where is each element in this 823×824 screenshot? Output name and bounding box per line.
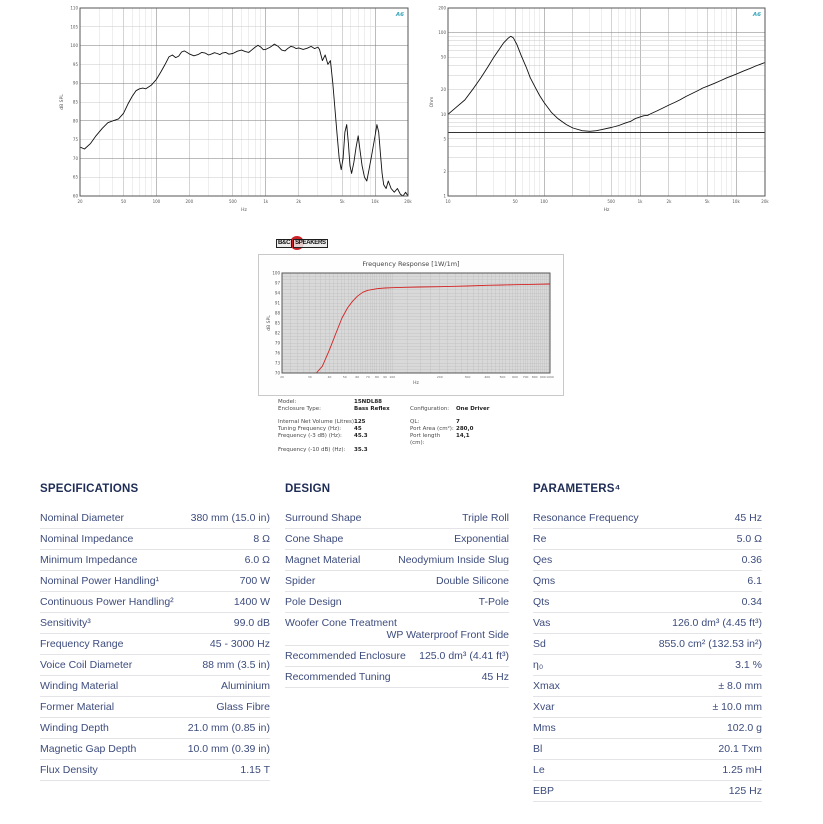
row-value: ± 10.0 mm: [712, 701, 762, 713]
spec-row: [40, 508, 270, 529]
row-label: Xvar: [533, 701, 555, 713]
table-row: [278, 426, 538, 433]
svg-text:1: 1: [443, 193, 446, 199]
section-title: DESIGN: [285, 483, 331, 495]
row-label: Former Material: [40, 701, 115, 713]
svg-text:dB SPL: dB SPL: [60, 94, 65, 110]
row-value: 6.1: [747, 575, 762, 587]
row-value: 15NDL88: [354, 399, 382, 405]
svg-text:88: 88: [274, 310, 280, 316]
svg-text:5k: 5k: [339, 199, 345, 204]
parameters-section: [533, 483, 762, 802]
svg-text:85: 85: [274, 320, 280, 326]
svg-text:10k: 10k: [371, 199, 379, 204]
row-value: One Driver: [456, 406, 490, 412]
svg-text:200: 200: [436, 375, 443, 379]
svg-text:dB SPL: dB SPL: [267, 315, 272, 331]
row-label: Resonance Frequency: [533, 512, 639, 524]
row-label: Bl: [533, 743, 543, 755]
row-value: Aluminium: [220, 680, 270, 692]
svg-text:20k: 20k: [761, 199, 769, 204]
parameter-row: [533, 529, 762, 550]
row-value: 125: [354, 419, 366, 425]
impedance-chart: [428, 2, 773, 213]
design-row: [285, 646, 509, 667]
parameter-row: [533, 781, 762, 802]
parameter-row: [533, 613, 762, 634]
svg-text:300: 300: [464, 375, 471, 379]
row-label: Qes: [533, 554, 553, 566]
svg-text:80: 80: [375, 375, 379, 379]
design-row: [285, 613, 509, 646]
svg-text:10: 10: [440, 111, 446, 117]
row-label: Magnet Material: [285, 554, 361, 566]
spec-row: [40, 613, 270, 634]
svg-text:2: 2: [443, 168, 446, 174]
parameters-table: [533, 508, 762, 802]
logo-text: [276, 239, 328, 248]
row-value: 1.15 T: [240, 764, 270, 776]
row-label: Continuous Power Handling²: [40, 596, 174, 608]
enclosure-frequency-response-chart: [265, 270, 557, 386]
row-value: 45 Hz: [734, 512, 762, 524]
svg-text:500: 500: [499, 375, 506, 379]
svg-text:100: 100: [438, 30, 446, 36]
enclosure-response-panel: [258, 254, 564, 396]
row-value: 45: [354, 426, 362, 432]
row-value: 102.0 g: [726, 722, 762, 734]
svg-text:600: 600: [512, 375, 518, 379]
svg-text:60: 60: [72, 193, 78, 199]
svg-text:200: 200: [438, 5, 446, 11]
svg-text:97: 97: [274, 280, 280, 286]
design-row: [285, 550, 509, 571]
bc-speakers-logo: [276, 236, 332, 250]
svg-text:91: 91: [274, 300, 280, 306]
row-value: 6.0 Ω: [244, 554, 270, 566]
row-value: 35.3: [354, 447, 368, 453]
svg-text:50: 50: [440, 54, 446, 60]
row-label: Surround Shape: [285, 512, 362, 524]
enclosure-chart-title: Frequency Response [1W/1m]: [362, 260, 460, 268]
row-value: WP Waterproof Front Side: [386, 629, 509, 641]
svg-text:82: 82: [274, 330, 280, 336]
row-value: 88 mm (3.5 in): [202, 659, 270, 671]
row-value: T-Pole: [478, 596, 509, 608]
row-label: Winding Material: [40, 680, 119, 692]
svg-text:1k: 1k: [263, 199, 269, 204]
svg-text:700: 700: [522, 375, 529, 379]
svg-text:70: 70: [274, 370, 280, 376]
row-value: 1400 W: [233, 596, 270, 608]
row-label: Port Area (cm²):: [410, 426, 454, 432]
svg-text:100: 100: [540, 199, 548, 204]
row-value: 7: [456, 419, 460, 425]
svg-text:90: 90: [72, 80, 78, 86]
svg-text:100: 100: [272, 270, 280, 276]
spec-row: [40, 676, 270, 697]
spec-row: [40, 718, 270, 739]
table-row: [278, 433, 538, 447]
spec-row: [40, 592, 270, 613]
svg-text:500: 500: [607, 199, 615, 204]
parameter-row: [533, 634, 762, 655]
specifications-table: [40, 508, 270, 781]
row-label: Vas: [533, 617, 551, 629]
svg-text:70: 70: [72, 155, 78, 161]
row-value: 125.0 dm³ (4.41 ft³): [419, 650, 509, 662]
row-value: ± 8.0 mm: [718, 680, 762, 692]
row-label: Nominal Power Handling¹: [40, 575, 160, 587]
row-label: Tuning Frequency (Hz):: [278, 426, 342, 432]
svg-text:Ohm: Ohm: [430, 96, 435, 108]
row-value: Exponential: [454, 533, 509, 545]
svg-text:10: 10: [445, 199, 451, 204]
row-label: Voice Coil Diameter: [40, 659, 133, 671]
row-label: Sd: [533, 638, 546, 650]
row-value: Glass Fibre: [216, 701, 270, 713]
table-row: [278, 399, 538, 406]
svg-text:50: 50: [120, 199, 127, 204]
spec-row: [40, 634, 270, 655]
design-table: [285, 508, 509, 688]
row-value: 126.0 dm³ (4.45 ft³): [672, 617, 762, 629]
row-value: 10.0 mm (0.39 in): [187, 743, 270, 755]
design-row: [285, 529, 509, 550]
spec-row: [40, 571, 270, 592]
svg-text:100: 100: [389, 375, 396, 379]
svg-text:100: 100: [70, 43, 78, 49]
svg-text:Hz: Hz: [413, 381, 419, 386]
table-row: [278, 447, 538, 454]
row-label: Minimum Impedance: [40, 554, 138, 566]
row-label: Mms: [533, 722, 556, 734]
row-value: Double Silicone: [436, 575, 509, 587]
row-value: 21.0 mm (0.85 in): [187, 722, 270, 734]
svg-text:94: 94: [274, 290, 280, 296]
svg-text:10k: 10k: [732, 199, 740, 204]
row-label: Winding Depth: [40, 722, 109, 734]
row-value: Triple Roll: [462, 512, 509, 524]
svg-text:800: 800: [531, 375, 538, 379]
row-label: Frequency Range: [40, 638, 124, 650]
spec-row: [40, 550, 270, 571]
row-label: Nominal Diameter: [40, 512, 125, 524]
parameter-row: [533, 550, 762, 571]
svg-text:200: 200: [185, 199, 194, 204]
row-label: Cone Shape: [285, 533, 344, 545]
svg-text:40: 40: [327, 375, 332, 379]
row-label: Re: [533, 533, 547, 545]
svg-text:5: 5: [443, 136, 446, 142]
svg-text:60: 60: [355, 375, 360, 379]
svg-text:85: 85: [72, 99, 78, 105]
svg-text:95: 95: [72, 61, 78, 67]
svg-text:500: 500: [229, 199, 237, 204]
row-value: 280,0: [456, 426, 474, 432]
row-label: Pole Design: [285, 596, 342, 608]
row-value: 1.25 mH: [722, 764, 762, 776]
row-label: Configuration:: [410, 406, 450, 412]
svg-text:2k: 2k: [296, 199, 302, 204]
svg-text:30: 30: [307, 375, 312, 379]
row-label: Le: [533, 764, 545, 776]
spec-row: [40, 760, 270, 781]
row-value: 0.36: [741, 554, 762, 566]
svg-text:400: 400: [484, 375, 491, 379]
svg-text:70: 70: [365, 375, 370, 379]
svg-text:20: 20: [77, 199, 83, 204]
svg-text:76: 76: [274, 350, 280, 356]
parameter-row: [533, 739, 762, 760]
spl-frequency-response-chart: [58, 2, 416, 213]
table-row: [278, 419, 538, 426]
row-label: Recommended Enclosure: [285, 650, 406, 662]
row-value: Neodymium Inside Slug: [398, 554, 509, 566]
row-label: QL:: [410, 419, 420, 425]
parameter-row: [533, 571, 762, 592]
row-value: 855.0 cm² (132.53 in²): [658, 638, 762, 650]
parameter-row: [533, 676, 762, 697]
svg-text:79: 79: [274, 340, 280, 346]
row-value: 45.3: [354, 433, 368, 439]
spec-row: [40, 697, 270, 718]
svg-text:Hz: Hz: [241, 208, 247, 213]
svg-text:1000: 1000: [546, 375, 554, 379]
parameter-row: [533, 508, 762, 529]
logo-bc-label: B&C: [278, 240, 291, 246]
row-label: Qms: [533, 575, 556, 587]
svg-text:105: 105: [70, 24, 78, 30]
enclosure-simulation-table: [278, 399, 538, 454]
row-value: 125 Hz: [728, 785, 762, 797]
row-label: Nominal Impedance: [40, 533, 134, 545]
svg-text:50: 50: [342, 375, 347, 379]
svg-text:5k: 5k: [704, 199, 710, 204]
row-label: η₀: [533, 659, 544, 671]
design-row: [285, 667, 509, 688]
logo-speakers-label: SPEAKERS: [295, 240, 326, 246]
row-label: Frequency (-10 dB) (Hz):: [278, 447, 346, 453]
svg-text:73: 73: [274, 360, 280, 366]
row-label: Magnetic Gap Depth: [40, 743, 137, 755]
row-value: 14,1: [456, 433, 470, 439]
row-value: 0.34: [741, 596, 762, 608]
row-value: 700 W: [239, 575, 270, 587]
spec-row: [40, 529, 270, 550]
row-label: Flux Density: [40, 764, 98, 776]
row-label: Spider: [285, 575, 316, 587]
spec-row: [40, 739, 270, 760]
table-row: [278, 406, 538, 413]
svg-text:900: 900: [539, 375, 546, 379]
row-label: Frequency (-3 dB) (Hz):: [278, 433, 342, 439]
parameter-row: [533, 760, 762, 781]
svg-text:65: 65: [72, 174, 78, 180]
row-label: Xmax: [533, 680, 560, 692]
design-section: [285, 483, 509, 688]
row-label: Model:: [278, 399, 297, 405]
parameter-row: [533, 655, 762, 676]
svg-text:A6: A6: [752, 12, 761, 18]
row-value: Bass Reflex: [354, 406, 390, 412]
parameter-row: [533, 697, 762, 718]
row-label: Sensitivity³: [40, 617, 91, 629]
design-row: [285, 571, 509, 592]
specifications-section: [40, 483, 270, 781]
row-value: 20.1 Txm: [718, 743, 762, 755]
row-label: Woofer Cone Treatment: [285, 617, 397, 629]
svg-text:Hz: Hz: [603, 208, 610, 213]
svg-text:20: 20: [440, 87, 446, 93]
row-label: Qts: [533, 596, 550, 608]
svg-text:20k: 20k: [404, 199, 412, 204]
parameter-row: [533, 718, 762, 739]
svg-text:2k: 2k: [666, 199, 672, 204]
section-title: PARAMETERS⁴: [533, 483, 621, 495]
row-label: Internal Net Volume (Litres): [278, 419, 354, 425]
row-value: 45 - 3000 Hz: [209, 638, 270, 650]
parameter-row: [533, 592, 762, 613]
row-value: 380 mm (15.0 in): [190, 512, 270, 524]
design-row: [285, 508, 509, 529]
design-row: [285, 592, 509, 613]
row-value: 45 Hz: [481, 671, 509, 683]
svg-text:110: 110: [70, 5, 78, 11]
row-value: 99.0 dB: [233, 617, 270, 629]
row-value: 3.1 %: [735, 659, 762, 671]
svg-text:80: 80: [72, 118, 78, 124]
svg-text:50: 50: [512, 199, 518, 204]
section-title: SPECIFICATIONS: [40, 483, 139, 495]
svg-text:75: 75: [72, 137, 78, 143]
svg-text:100: 100: [152, 199, 161, 204]
row-value: 5.0 Ω: [736, 533, 762, 545]
row-value: 8 Ω: [253, 533, 270, 545]
svg-text:1k: 1k: [637, 199, 643, 204]
svg-text:A6: A6: [395, 12, 404, 18]
row-label: Recommended Tuning: [285, 671, 391, 683]
svg-text:90: 90: [383, 375, 387, 379]
row-label: EBP: [533, 785, 555, 797]
spec-row: [40, 655, 270, 676]
row-label: Enclosure Type:: [278, 406, 321, 412]
svg-text:20: 20: [280, 375, 284, 379]
row-label: Port length (cm):: [410, 433, 441, 446]
